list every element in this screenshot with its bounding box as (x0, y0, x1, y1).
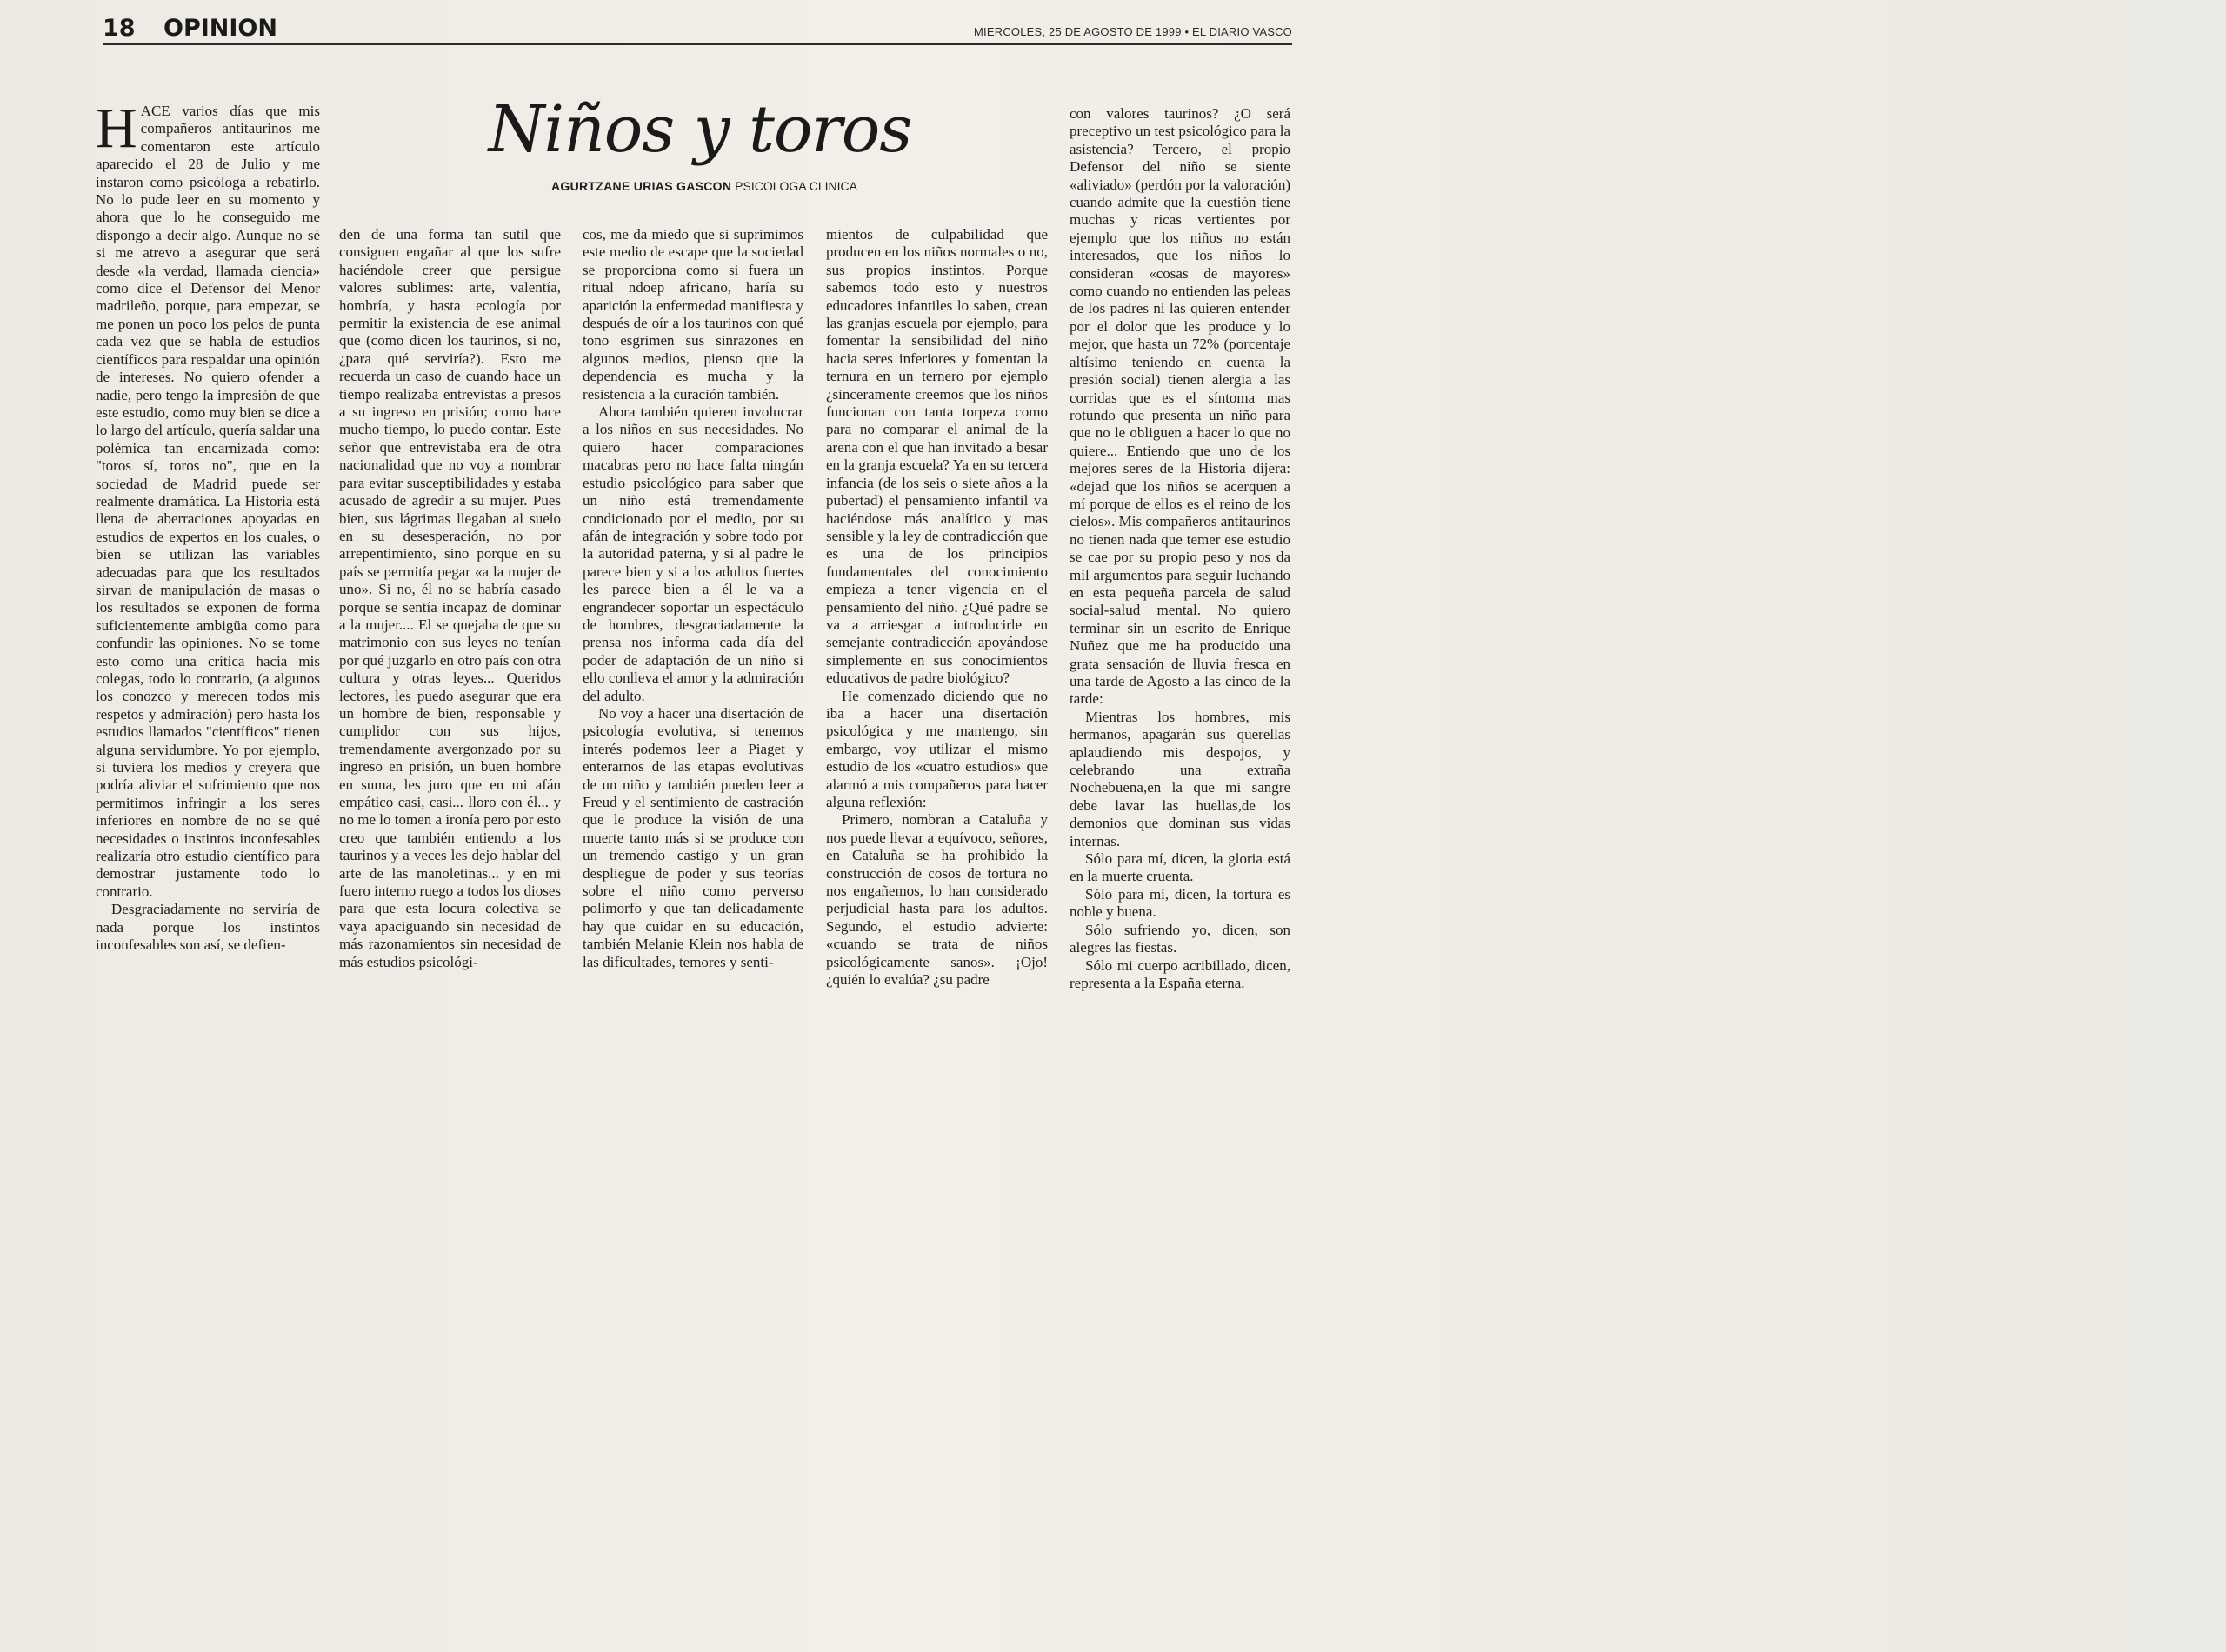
article-paragraph: Desgraciadamente no serviría de nada porque los instintos inconfesables son así, se defien- (96, 901, 320, 954)
article-paragraph: mientos de culpabilidad que producen en los niños normales o no, sus propios instintos. Porque sabemos todo esto y nuestros educadores infantiles lo saben, crean las granjas escuela por ejemplo, para fomentar la sensibilidad del niño hacia seres inferiores y fomentan la ternura en un ternero por ejemplo ¿sinceramente creemos que los niños funcionan con tanta torpeza como para no comparar el animal de la arena con el que han invitado a besar en la granja escuela? Ya en su tercera infancia (de los seis o siete años a la pubertad) el pensamiento infantil va haciéndose más analítico y mas sensible y la ley de contradicción que es una de los principios fundamentales del conocimiento empieza a tener vigencia en el pensamiento del niño. ¿Qué padre se va a arriesgar a introducirle en semejante contradicción apoyándose simplemente en sus conocimientos educativos de padre biológico? (826, 226, 1048, 687)
section-title: OPINION (163, 15, 277, 42)
article-paragraph: He comenzado diciendo que no iba a hacer una disertación psicológica y me mantengo, sin embargo, voy utilizar el mismo estudio de los «cuatro estudios» que alarmó a mis compañeros para hacer alguna reflexión: (826, 687, 1048, 810)
article-column-3 (583, 226, 803, 971)
paragraph-text: ACE varios días que mis compañeros antitaurinos me comentaron este artículo aparecido el 28 de Julio y me instaron como psicóloga a rebatirlo. No lo pude leer en su momento y ahora que lo he conseguido me dispongo a decir algo. Aunque no sé si me atrevo a asegurar que será desde «la verdad, llamada ciencia» como dice el Defensor del Menor madrileño, porque, para empezar, se me ponen un poco los pelos de punta cada vez que se habla de estudios científicos para respaldar una opinión de intereses. No quiero ofender a nadie, pero tengo la impresión de que este estudio, como muy bien se dice a lo largo del artículo, quería saldar una polémica tan encarnizada como: "toros sí, toros no", que en la sociedad de Madrid puede ser realmente dramática. La Historia está llena de aberraciones apoyadas en estudios de expertos en los cuales, o bien se utilizan las variables adecuadas para que los resultados sirvan de manipulación de masas o los resultados se exponen de forma suficientemente ambigüa como para confundir las opiniones. No se tome esto como una crítica hacia mis colegas, todo lo contrario, (a algunos los conozco y merecen todos mis respetos y admiración) pero hasta los estudios llamados "científicos" tienen alguna servidumbre. Yo por ejemplo, si tuviera los medios y creyera que podría aliviar el sufrimiento que nos permitimos infringir a los seres inferiores en nombre de no se qué necesidades o instintos inconfesables realizaría otro estudio científico para demostrar justamente todo lo contrario. (96, 103, 320, 900)
poem-stanza: Sólo para mí, dicen, la gloria está en la muerte cruenta. (1070, 850, 1290, 885)
article-paragraph: Primero, nombran a Cataluña y nos puede llevar a equívoco, señores, en Cataluña se ha prohibido la construcción de cosos de tortura no nos engañemos, lo han considerado perjudicial hasta para los adultos. Segundo, el estudio advierte: «cuando se trata de niños psicológicamente sanos». ¡Ojo! ¿quién lo evalúa? ¿su padre (826, 811, 1048, 989)
dateline: MIERCOLES, 25 DE AGOSTO DE 1999 • EL DIARIO VASCO (974, 25, 1292, 38)
article-column-1 (96, 97, 320, 955)
article-paragraph: den de una forma tan sutil que consiguen engañar al que los sufre haciéndole creer que persigue valores sublimes: arte, valentía, hombría, y hasta ecología por permitir la existencia de ese animal que (como dicen los taurinos, si no, ¿para qué serviría?). Esto me recuerda un caso de cuando hace un tiempo realizaba entrevistas a presos a su ingreso en prisión; como hace mucho tiempo, lo puedo contar. Este señor que entrevistaba era de otra nacionalidad que no voy a nombrar para evitar susceptibilidades y estaba acusado de agredir a su mujer. Pues bien, sus lágrimas llegaban al suelo en su desesperación, no por arrepentimiento, sino porque en su país se permitía pegar «a la mujer de uno». Si no, él no se habría casado porque se sentía incapaz de dominar a la mujer.... El se quejaba de que su matrimonio con sus leyes no tenían por qué juzgarlo en otro país con otra cultura y otras leyes... Queridos lectores, les puedo asegurar que era un hombre de bien, responsable y cumplidor con sus hijos, tremendamente avergonzado por su ingreso en prisión, un buen hombre en suma, les juro que en mi afán empático casi, casi... lloro con él... y no me lo tomen a ironía pero por esto creo que también entiendo a los taurinos y a veces les dejo hablar del arte de las manoletinas... y en mi fuero interno ruego a todos los dioses para que esta locura colectiva se vaya apaciguando sin necesidad de más razonamientos sin necesidad de más estudios psicológi- (339, 226, 561, 970)
article-paragraph: con valores taurinos? ¿O será preceptivo un test psicológico para la asistencia? Tercero, el propio Defensor del niño se siente «aliviado» (perdón por la valoración) cuando admite que la cuestión tiene muchas y ricas vertientes por ejemplo que los niños no están interesados, que los niños lo consideran «cosas de mayores» como cuando no entienden las peleas de los padres ni las quieren entender por el dolor que les produce y lo mejor, que hasta un 72% (porcentaje altísimo teniendo en cuenta la presión social) tienen alergia a las corridas que es el síntoma mas rotundo que presenta un niño para que no le obliguen a hacer lo que no quiere... Entiendo que uno de los mejores seres de la Historia dijera: «dejad que los niños se acerquen a mí porque de ellos es el reino de los cielos». Mis compañeros antitaurinos no tienen nada que temer ese estudio se cae por su propio peso y nos da mil argumentos para seguir luchando en esta pequeña parcela de salud social-salud mental. No quiero terminar sin un escrito de Enrique Nuñez que me ha producido una grata sensación de lluvia fresca en una tarde de Agosto a las cinco de la tarde: (1070, 105, 1291, 708)
page-number: 18 (103, 15, 136, 42)
article-paragraph (96, 97, 320, 901)
article-paragraph: No voy a hacer una disertación de psicología evolutiva, si tenemos interés podemos leer a Piaget y enterarnos de las etapas evolutivas de un niño y también pueden leer a Freud y el sentimiento de castración que le produce la visión de una muerte tanto más si se produce con un tremendo castigo y un gran despliegue de poder y sus teorías sobre el niño como perverso polimorfo y que tan delicadamente hay que cuidar en su educación, también Melanie Klein nos habla de las dificultades, temores y senti- (583, 704, 803, 970)
article-title: Niños y toros (488, 92, 912, 167)
poem-stanza: Sólo mi cuerpo acribillado, dicen, representa a la España eterna. (1070, 956, 1290, 991)
article-column-4 (826, 226, 1048, 989)
poem-stanza: Mientras los hombres, mis hermanos, apagarán sus querellas aplaudiendo mis despojos, y celebrando una extraña Nochebuena,en la que mi sangre debe lavar las huellas,de los demonios que dominan sus vidas internas. (1070, 708, 1290, 849)
article-column-2 (339, 226, 561, 971)
byline (530, 177, 878, 195)
article-column-5 (1070, 105, 1290, 992)
page-header (103, 16, 1292, 45)
drop-cap: H (96, 97, 137, 160)
author-role: PSICOLOGA CLINICA (735, 179, 857, 193)
article-paragraph: cos, me da miedo que si suprimimos este medio de escape que la sociedad se proporciona como si fuera un ritual ndoep africano, haría su aparición la enfermedad manifiesta y después de oír a los taurinos con qué tono esgrimen sus sinrazones en algunos medios, pienso que la dependencia es mucha y la resistencia a la curación también. (583, 226, 803, 403)
article-paragraph: Ahora también quieren involucrar a los niños en sus necesidades. No quiero hacer comparaciones macabras pero no hace falta ningún estudio psicológico para saber que un niño está tremendamente condicionado por el medio, por su afán de integración y sobre todo por la autoridad paterna, y si al padre le parece bien y si a los adultos fuertes les parece bien a él le va a engrandecer soportar un espectáculo de hombres, desgraciadamente la prensa nos informa cada día del poder de adaptación de un niño si ello conlleva el amor y la admiración del adulto. (583, 403, 803, 704)
author-name: AGURTZANE URIAS GASCON (551, 179, 732, 193)
poem-stanza: Sólo para mí, dicen, la tortura es noble y buena. (1070, 885, 1290, 921)
poem-stanza: Sólo sufriendo yo, dicen, son alegres las fiestas. (1070, 921, 1290, 956)
